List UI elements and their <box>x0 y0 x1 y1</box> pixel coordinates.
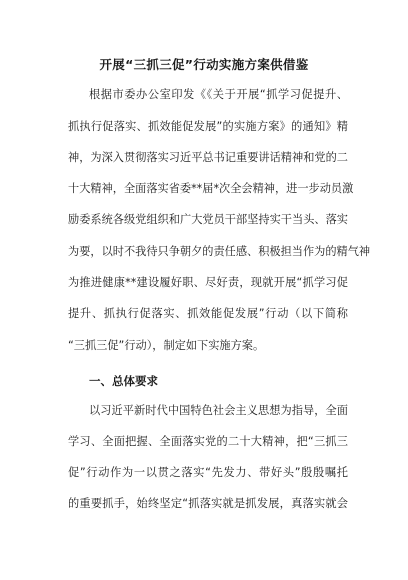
intro-line-7: 为推进健康**建设履好职、尽好责，现就开展“抓学习促 <box>68 276 348 289</box>
document-title: 开展“三抓三促”行动实施方案供借鉴 <box>99 57 309 72</box>
intro-line-3: 神，为深入贯彻落实习近平总书记重要讲话精神和党的二 <box>68 151 348 164</box>
intro-line-5: 励委系统各级党组织和广大党员干部坚持实干当头、落实 <box>68 213 348 226</box>
intro-line-4: 十大精神，全面落实省委**届*次全会精神，进一步动员激 <box>68 182 354 195</box>
section-1-line-3: 促”行动作为一以贯之落实“先发力、带好头”殷殷嘱托 <box>68 466 348 479</box>
intro-line-8: 提升、抓执行促落实、抓效能促发展”行动（以下简称 <box>68 307 348 320</box>
intro-line-6: 为要，以时不我待只争朝夕的责任感、积极担当作为的精气神 <box>68 245 371 258</box>
section-1-line-4: 的重要抓手，始终坚定“抓落实就是抓发展，真落实就会 <box>68 497 348 510</box>
section-heading-general-requirements: 一、总体要求 <box>89 374 158 388</box>
intro-line-1: 根据市委办公室印发《《关于开展“抓学习促提升、 <box>89 88 348 101</box>
intro-line-2: 抓执行促落实、抓效能促发展”的实施方案》的通知》精 <box>68 120 348 133</box>
section-1-line-1: 以习近平新时代中国特色社会主义思想为指导，全面 <box>89 404 348 417</box>
section-1-line-2: 学习、全面把握、全面落实党的二十大精神，把“三抓三 <box>68 435 348 448</box>
intro-line-9: “三抓三促”行动），制定如下实施方案。 <box>68 339 265 352</box>
